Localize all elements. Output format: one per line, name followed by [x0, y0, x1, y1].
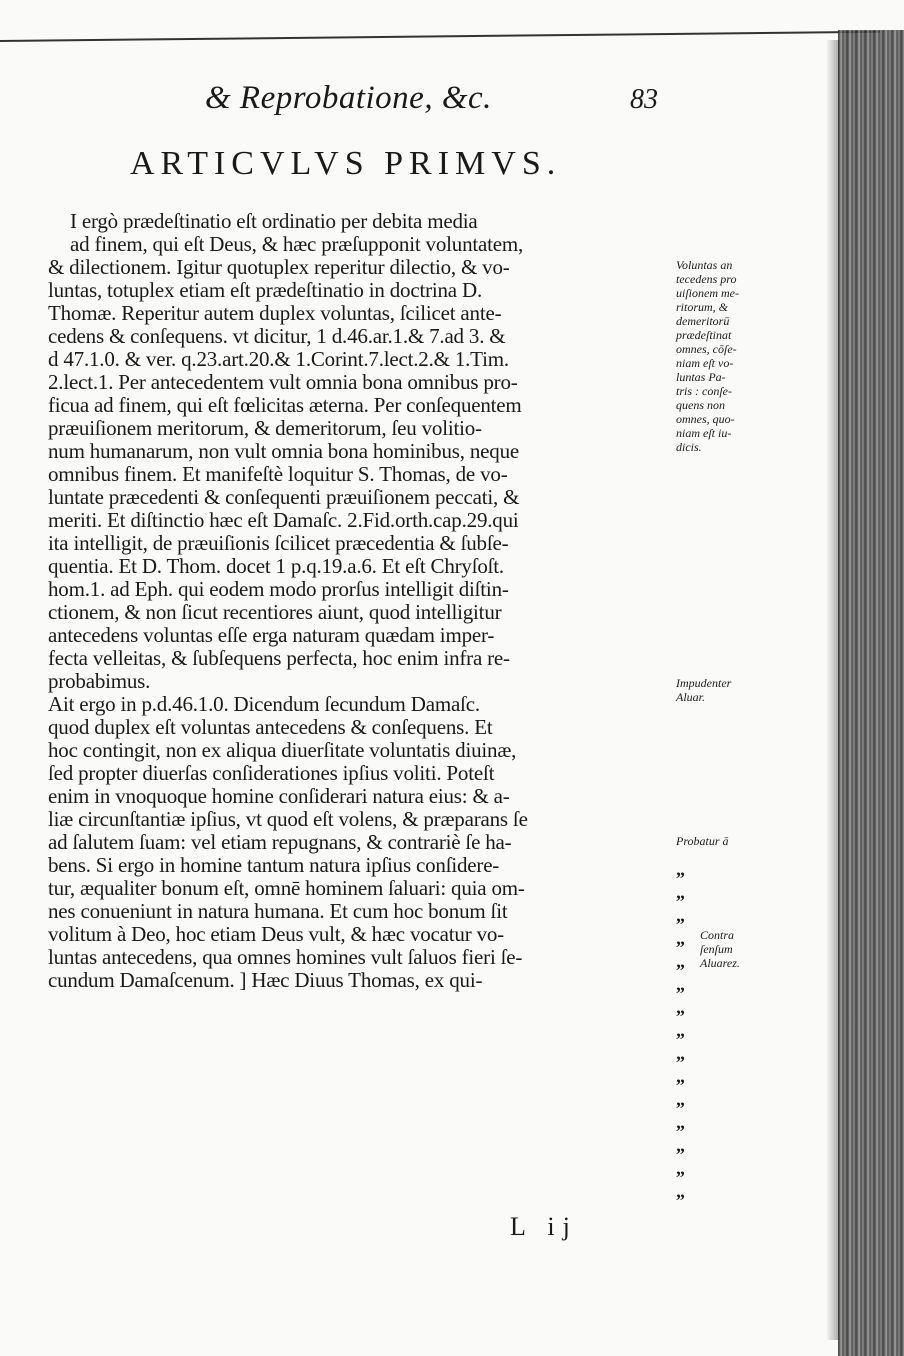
- margin-note-line: niam eſt iu-: [676, 426, 732, 440]
- margin-note-line: Probatur ā: [676, 834, 729, 848]
- text-line: omnibus finem. Et manifeſtè loquitur S. Thomas, de vo-: [48, 463, 508, 486]
- margin-note-contra: [700, 928, 820, 970]
- quote-mark: „: [676, 1089, 685, 1109]
- section-title: ARTICVLVS PRIMVS.: [130, 145, 562, 182]
- margin-note-line: niam eſt vo-: [676, 356, 734, 370]
- text-line: ſed propter diuerſas conſiderationes ipſius voliti. Poteſt: [48, 762, 495, 785]
- text-line: volitum à Deo, hoc etiam Deus vult, & hæc vocatur vo-: [48, 923, 504, 946]
- margin-note-line: tecedens pro: [676, 272, 737, 286]
- margin-note-line: omnes, cōſe-: [676, 342, 737, 356]
- text-line: luntas antecedens, qua omnes homines vult ſaluos fieri ſe-: [48, 946, 523, 969]
- text-line: fecta velleitas, & ſubſequens perfecta, hoc enim infra re-: [48, 647, 510, 670]
- text-line: præuiſionem meritorum, & demeritorum, ſeu volitio-: [48, 417, 482, 440]
- text-line: ad ſalutem ſuam: vel etiam repugnans, & contrariè ſe ha-: [48, 831, 512, 854]
- book-spine: [838, 30, 904, 1356]
- quote-mark: „: [676, 1112, 685, 1132]
- signature-mark: L ij: [510, 1212, 578, 1241]
- margin-note-line: Voluntas an: [676, 258, 733, 272]
- margin-note-line: tris : conſe-: [676, 384, 732, 398]
- text-line: Ait ergo in p.d.46.1.0. Dicendum ſecundum Damaſc.: [48, 693, 480, 716]
- text-line: cedens & conſequens. vt dicitur, 1 d.46.ar.1.& 7.ad 3. &: [48, 325, 506, 348]
- quote-mark: „: [676, 1066, 685, 1086]
- margin-note-line: ſenſum: [700, 942, 733, 956]
- margin-note-line: ritorum, &: [676, 300, 729, 314]
- text-line: Thomæ. Reperitur autem duplex voluntas, ſcilicet ante-: [48, 302, 502, 325]
- text-line: luntate præcedenti & conſequenti præuiſionem peccati, &: [48, 486, 520, 509]
- quote-mark: „: [676, 974, 685, 994]
- margin-note-line: luntas Pa-: [676, 370, 726, 384]
- margin-note-line: demeritorū: [676, 314, 730, 328]
- margin-note-line: Aluarez.: [700, 956, 740, 970]
- text-line: hoc contingit, non ex aliqua diuerſitate voluntatis diuinæ,: [48, 739, 517, 762]
- quote-mark: „: [676, 997, 685, 1017]
- top-rule: [0, 31, 880, 42]
- text-line: quentia. Et D. Thom. docet 1 p.q.19.a.6. Et eſt Chryſoſt.: [48, 555, 504, 578]
- margin-note-line: omnes, quo-: [676, 412, 735, 426]
- text-line: probabimus.: [48, 670, 151, 693]
- text-line: cundum Damaſcenum. ] Hæc Diuus Thomas, ex qui-: [48, 969, 483, 992]
- margin-note-line: quens non: [676, 398, 725, 412]
- page-number: 83: [630, 84, 658, 115]
- quote-mark: „: [676, 1135, 685, 1155]
- margin-note-impudenter: [676, 676, 796, 704]
- quote-mark: „: [676, 882, 685, 902]
- text-line: ad finem, qui eſt Deus, & hæc præſupponit voluntatem,: [70, 233, 524, 256]
- text-line: 2.lect.1. Per antecedentem vult omnia bona omnibus pro-: [48, 371, 518, 394]
- body-text: [48, 210, 668, 992]
- quote-mark: „: [676, 905, 685, 925]
- text-line: ctionem, & non ſicut recentiores aiunt, quod intelligitur: [48, 601, 502, 624]
- quote-mark: „: [676, 1158, 685, 1178]
- text-line: num humanarum, non vult omnia bona hominibus, neque: [48, 440, 519, 463]
- text-line: luntas, totuplex etiam eſt prædeſtinatio in doctrina D.: [48, 279, 482, 302]
- text-line: hom.1. ad Eph. qui eodem modo prorſus intelligit diſtin-: [48, 578, 509, 601]
- quote-mark: „: [676, 951, 685, 971]
- text-line: & dilectionem. Igitur quotuplex reperitur dilectio, & vo-: [48, 256, 510, 279]
- margin-note-voluntas: [676, 258, 796, 454]
- running-head: & Reprobatione, &c.: [205, 80, 492, 116]
- quote-mark: „: [676, 1181, 685, 1201]
- quote-mark: „: [676, 928, 685, 948]
- margin-note-line: Aluar.: [676, 690, 706, 704]
- quote-mark: „: [676, 1020, 685, 1040]
- margin-note-line: Impudenter: [676, 676, 732, 690]
- margin-note-probatur: [676, 834, 796, 848]
- margin-note-line: Contra: [700, 928, 735, 942]
- text-line: liæ circunſtantiæ ipſius, vt quod eſt volens, & præparans ſe: [48, 808, 528, 831]
- text-line: bens. Si ergo in homine tantum natura ipſius conſidere-: [48, 854, 500, 877]
- text-line: nes conueniunt in natura humana. Et cum hoc bonum ſit: [48, 900, 508, 923]
- text-line: antecedens voluntas eſſe erga naturam quædam imper-: [48, 624, 495, 647]
- text-line: enim in vnoquoque homine conſiderari natura eius: & a-: [48, 785, 510, 808]
- text-line: I ergò prædeſtinatio eſt ordinatio per debita media: [70, 210, 478, 233]
- margin-note-line: dicis.: [676, 440, 702, 454]
- text-line: ita intelligit, de præuiſionis ſcilicet præcedentia & ſubſe-: [48, 532, 509, 555]
- margin-note-line: prædeſtinat: [676, 328, 732, 342]
- quote-marks: [676, 858, 700, 1203]
- margin-note-line: uiſionem me-: [676, 286, 739, 300]
- text-line: ficua ad finem, qui eſt fœlicitas æterna. Per conſequentem: [48, 394, 522, 417]
- text-line: meriti. Et diſtinctio hæc eſt Damaſc. 2.Fid.orth.cap.29.qui: [48, 509, 519, 532]
- text-line: quod duplex eſt voluntas antecedens & conſequens. Et: [48, 716, 493, 739]
- text-line: d 47.1.0. & ver. q.23.art.20.& 1.Corint.7.lect.2.& 1.Tim.: [48, 348, 509, 371]
- quote-mark: „: [676, 1043, 685, 1063]
- text-line: tur, æqualiter bonum eſt, omnē hominem ſaluari: quia om-: [48, 877, 525, 900]
- quote-mark: „: [676, 859, 685, 879]
